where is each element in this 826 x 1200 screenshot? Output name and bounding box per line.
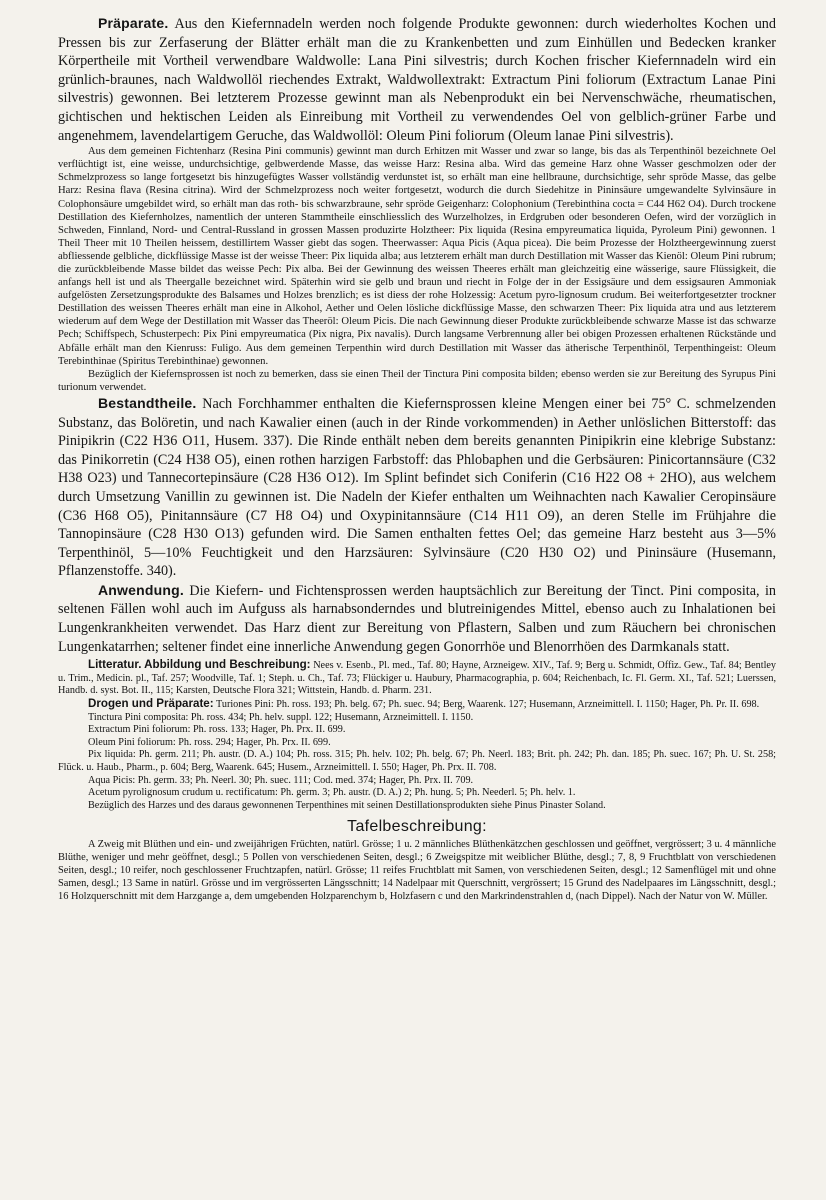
paragraph-harz: Aus dem gemeinen Fichtenharz (Resina Pini communis) gewinnt man durch Erhitzen mit Wasser und zwar so lange, bis das als Terpenthinöl bezeichnete Oel verflüchtigt ist, eine weisse, undurchsichtige, gelbwerdende Masse, das weisse Harz: Resina alba. Wird das gemeine Harz ohne Wasser geschmolzen oder der Schmelzprozess so lange fortgesetzt bis hinzugefügtes Wasser vollständig verdunstet ist, so erhält man eine hellbraune, durchsichtige, sehr spröde Masse, das gelbe Harz: Resina flava (Resina citrina). Wird der Schmelzprozess noch weiter fortgesetzt, wodurch die durch Siedehitze in Pininsäure umgewandelte Sylvinsäure in Colophonsäure umgebildet wird, so erhält man das roth- bis schwarzbraune, sehr spröde Geigenharz: Colophonium (Terebinthina cocta = C44 H62 O4). Durch trockene Destillation des Kiefernholzes, namentlich der unteren Stammtheile einschliesslich des Wurzelholzes, in Erdgruben oder besonderen Oefen, wird der vorzüglich in Schweden, Finnland, Nord- und Central-Russland in grossen Massen produzirte Holztheer: Pix liquida (Resina empyreumatica liquida, Pyroleum Pini) gewonnen. 1 Theil Theer mit 10 Theilen heissem, destillirtem Wasser giebt das sogen. Theerwasser: Aqua Picis (Aqua picea). Die beim Prozesse der Holztheergewinnung zuerst abfliessende gelbliche, dickflüssige Masse ist der weisse Theer: Pix liquida alba; aus letzterem erhält man durch Destillation mit Wasser das Kienöl: Oleum Pini rubrum; die zurückbleibende Masse bildet das weisse Pech: Pix alba. Bei der Gewinnung des weissen Theeres erhält man gleichzeitig eine wässerige, saure Flüssigkeit, die anfangs hell ist und als Theergalle bezeichnet wird. Späterhin wird sie gelb und braun und riecht in Folge der in der Essigsäure und dem essigsauren Ammoniak aufgelösten Zersetzungsprodukte des Balsames und Holzes brenzlich; es ist diess der rohe Holzessig: Acetum pyro-lignosum crudum. Bei weiterfortgesetzter trockner Destillation des weissen Theeres erhält man eine in Alkohol, Aether und Oelen lösliche dickflüssige Masse, den schwarzen Theer: Pix liquida atra und aus letzterem wiederum auf dem Wege der Destillation mit Wasser das Theeröl: Oleum Picis. Die nach Gewinnung dieser Produkte zurückbleibende schwarze Masse ist das schwarze Pech; Schiffspech, Schusterpech: Pix Pini empyreumatica (Pix nigra, Pix navalis). Durch langsame Verbrennung aller bei obigen Prozessen erhaltenen Rückstände und Abfälle erhält man den Kienruss: Fuligo. Aus dem gemeinen Terpenthin wird durch Destillation mit Wasser das ätherische Terpenthinöl, Terpenthingeist: Oleum Terebinthinae (Spiritus Terebinthinae) gewonnen. (58, 146, 776, 367)
heading-praeparate: Präparate. (98, 15, 169, 31)
heading-drogen: Drogen und Präparate: (88, 697, 214, 711)
praeparate-body: Aus den Kiefernnadeln werden noch folgende Produkte gewonnen: durch wiederholtes Kochen und Pressen bis zur Zerfaserung der Blätter erhält man die zu Krankenbetten und zum Einhüllen und Bedecken kranker Körpertheile mit Vortheil verwendbare Waldwolle: Lana Pini silvestris; durch Kochen frischer Kiefernnadeln wird ein grünlich-braunes, nach Waldwollöl riechendes Extrakt, Waldwollextrakt: Extractum Pini foliorum (Extractum Lanae Pini silvestris) gewonnen. Bei letzterem Prozesse gewinnt man als Nebenprodukt ein bei Nervenschwäche, rheumatischen, gichtischen und hektischen Leiden als Einreibung mit Vortheil zu verwendendes Oel von gelblich-grüner Farbe und angenehmem, lavendelartigem Geruche, das Waldwollöl: Oleum Pini foliorum (Oleum lanae Pini silvestris). (58, 16, 776, 144)
litteratur-acetum: Acetum pyrolignosum crudum u. rectificatum: Ph. germ. 3; Ph. austr. (D. A.) 2; Ph. hung. 5; Ph. Neederl. 5; Ph. helv. 1. (88, 787, 576, 799)
litteratur-extractum: Extractum Pini foliorum: Ph. ross. 133; Hager, Ph. Prx. II. 699. (88, 724, 346, 736)
litteratur-aqua: Aqua Picis: Ph. germ. 33; Ph. Neerl. 30; Ph. suec. 111; Cod. med. 374; Hager, Ph. Prx. II. 709. (88, 774, 474, 786)
heading-abbildung: Abbildung und Beschreibung: (144, 658, 311, 672)
litteratur-drogen (58, 698, 776, 712)
paragraph-sprossen: Bezüglich der Kiefernsprossen ist noch zu bemerken, dass sie einen Theil der Tinctura Pini composita bilden; ebenso werden sie zur Bereitung des Syrupus Pini turionum verwendet. (58, 368, 776, 393)
anwendung-body: Die Kiefern- und Fichtensprossen werden hauptsächlich zur Bereitung der Tinct. Pini composita, in seltenen Fällen wohl auch im Aufguss als harnabsonderndes und blutreinigendes Mittel, ebenso auch zu Inhalationen bei Lungenkrankheiten verwendet. Das Harz dient zur Bereitung von Pflastern, Salben und zum Räuchern bei chronischen Lungenkatarrhen; seltener findet eine innerliche Anwendung gegen Gonorrhöe und Blenorrhöen des Darmkanals statt. (58, 582, 777, 655)
bestandtheile-body: Nach Forchhammer enthalten die Kiefernsprossen kleine Mengen einer bei 75° C. schmelzenden Substanz, das Bolöretin, und nach Kawalier einen (auch in der Rinde vorkommenden) in Aether unlöslichen Bitterstoff: das Pinipikrin (C22 H36 O11, Husem. 337). Die Rinde enthält neben dem bereits genannten Pinipikrin eine klebrige Substanz: das Pinikorretin (C24 H38 O5), einen rothen harzigen Farbstoff: das Phlobaphen und die Gerbsäuren: Pinicortannsäure (C32 H38 O23) und Tannecortepinsäure (C28 H36 O12). Im Splint befindet sich Coniferin (C16 H22 O8 + 2HO), aus welchem durch Umsetzung Vanillin zu gewinnen ist. Die Nadeln der Kiefer enthalten um Weihnachten nach Kawalier Ceropinsäure (C36 H68 O5), Pinitannsäure (C7 H8 O4) und Oxypinitannsäure (C14 H11 O9), an deren Stelle im Frühjahre die Tannopinsäure (C28 H30 O13) gefunden wird. Die Samen enthalten fettes Oel; das gemeine Harz besteht aus 3—5% Terpenthinöl, 5—10% Feuchtigkeit und den Harzsäuren: Sylvinsäure (C20 H30 O2) und Pininsäure (Husemann, Pflanzenstoffe. 340). (58, 395, 776, 580)
litteratur-harze: Bezüglich des Harzes und des daraus gewonnenen Terpenthines mit seinen Destillationsprodukten siehe Pinus Pinaster Soland. (88, 799, 606, 811)
drogen-text: Turiones Pini: Ph. ross. 193; Ph. belg. 67; Ph. suec. 94; Berg, Waarenk. 127; Husemann, Arzneimittell. I. 1150; Hager, Ph. Pr. II. 698. (216, 699, 760, 711)
section-anwendung (58, 581, 776, 656)
section-bestandtheile (58, 394, 776, 581)
heading-tafelbeschreibung: Tafelbeschreibung: (347, 818, 487, 836)
litteratur-abbildung (58, 659, 776, 698)
abbildung-text: Nees v. Esenb., Pl. med., Taf. 80; Hayne, Arzneigew. XIV., Taf. 9; Berg u. Schmidt, Offiz. Gew., Taf. 84; Bentley u. Trim., Medicin. pl., Taf. 257; Woodville, Taf. 1; Steph. u. Ch., Taf. 73; Flückiger u. Haubury, Pharmacographia, p. 604; Reichenbach, Ic. Fl. Germ. XI., Taf. 521; Luerssen, Handb. d. syst. Bot. II., 115; Karsten, Deutsche Flora 321; Wittstein, Handb. d. Pharm. 231. (58, 660, 777, 697)
heading-bestandtheile: Bestandtheile. (98, 394, 197, 411)
litteratur-pix: Pix liquida: Ph. germ. 211; Ph. austr. (D. A.) 104; Ph. ross. 315; Ph. helv. 102; Ph. belg. 67; Ph. Neerl. 183; Brit. ph. 242; Ph. dan. 185; Ph. suec. 167; Ph. U. St. 258; Flück. u. Haub., Pharm., p. 604; Berg, Waarenk. 645; Husem., Arzneimittell. I. 550; Hager, Ph. Prx. II. 708. (58, 749, 776, 773)
section-praeparate (58, 14, 776, 145)
litteratur-tinctura: Tinctura Pini composita: Ph. ross. 434; Ph. helv. suppl. 122; Husemann, Arzneimittell. I. 1150. (88, 711, 474, 723)
heading-anwendung: Anwendung. (98, 581, 184, 598)
heading-litteratur: Litteratur. (88, 658, 142, 672)
tafelbeschreibung-body: A Zweig mit Blüthen und ein- und zweijährigen Früchten, natürl. Grösse; 1 u. 2 männliches Blüthenkätzchen geschlossen und geöffnet, vergrössert; 3 u. 4 männliche Blüthe, weniger und mehr geöffnet, desgl.; 5 Pollen von verschiedenen Seiten, desgl.; 6 Zweigspitze mit weiblicher Blüthe, desgl.; 7, 8, 9 Fruchtblatt von verschiedenen Seiten, desgl.; 10 reifer, noch geschlossener Fruchtzapfen, natürl. Grösse; 11 reifes Fruchtblatt mit Samen, von verschiedenen Seiten, desgl.; 12 Samenflügel mit und ohne Samen, desgl.; 13 Same in natürl. Grösse und im vergrösserten Längsschnitt; 14 Nadelpaar mit Querschnitt, vergrössert; 15 Grund des Nadelpaares im Längsschnitt, desgl.; 16 Holzquerschnitt mit dem Harzgange a, dem umgebenden Holzparenchym b, Holzfasern c und den Markrindenstrahlen d, (nach Dippel). Nach der Natur von W. Müller. (58, 839, 776, 902)
litteratur-oleum: Oleum Pini foliorum: Ph. ross. 294; Hager, Ph. Prx. II. 699. (88, 736, 331, 748)
